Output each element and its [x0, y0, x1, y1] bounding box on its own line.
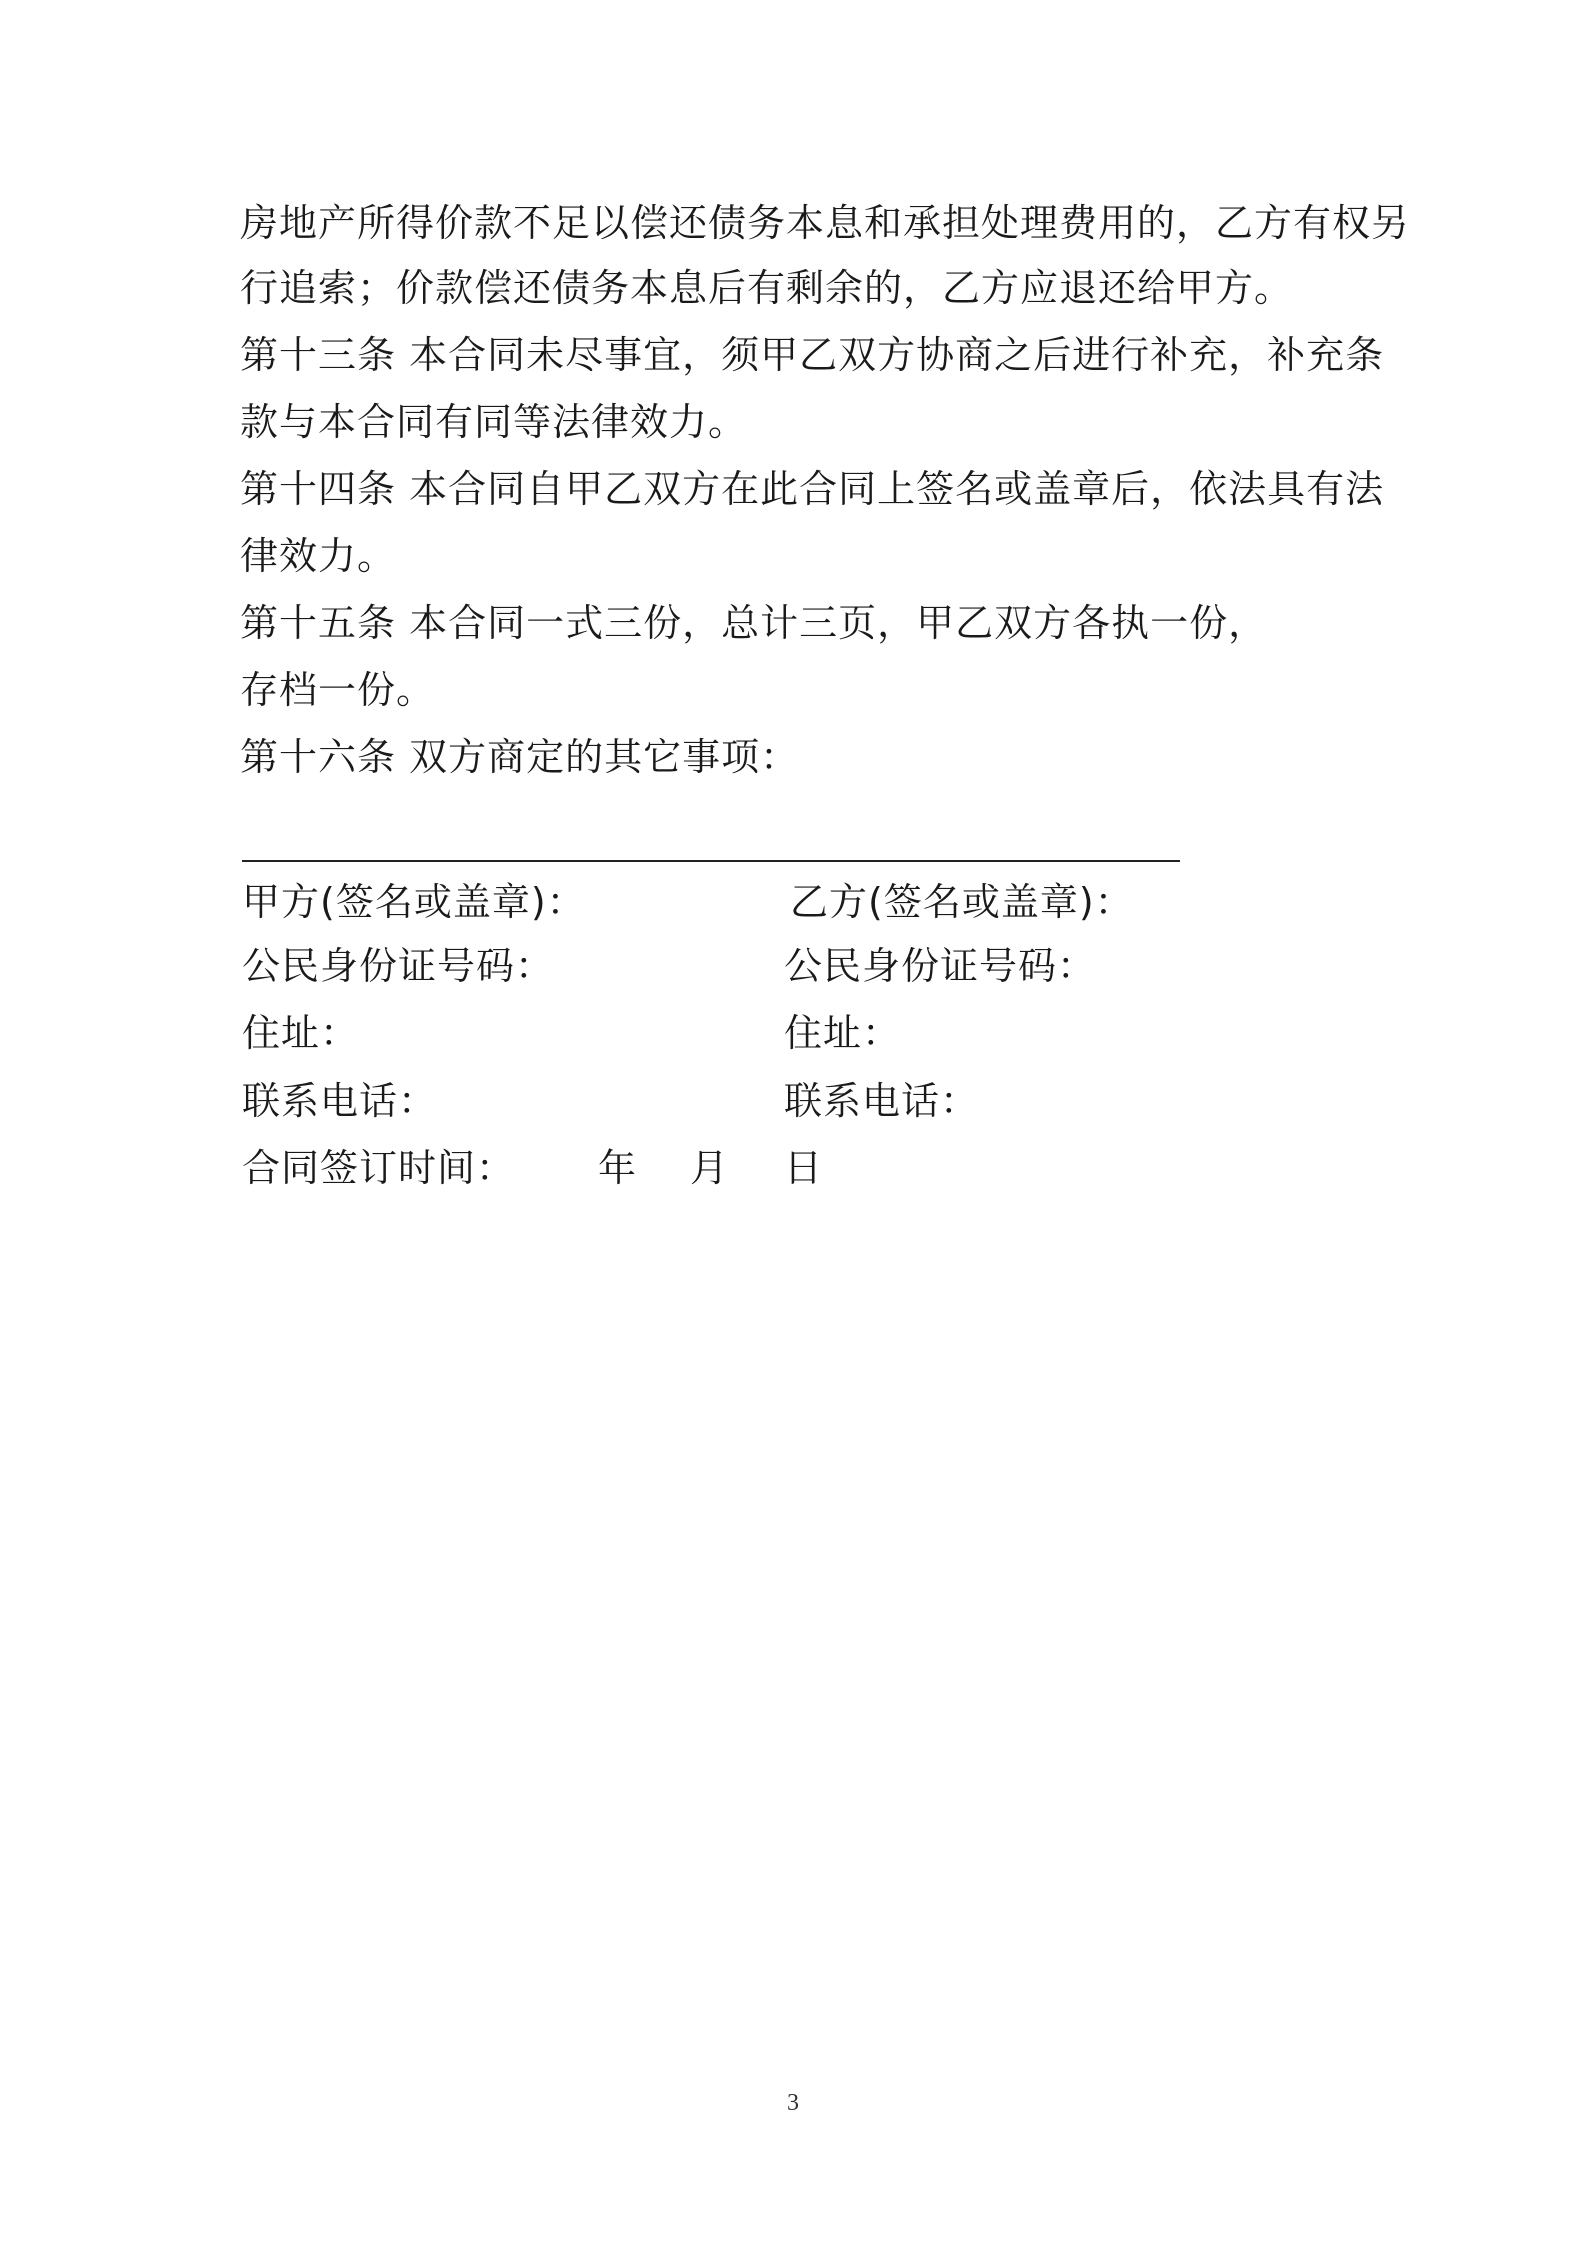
article-14-line-1: 第十四条 本合同自甲乙双方在此合同上签名或盖章后，依法具有法 — [240, 467, 1385, 511]
party-a-id-label: 公民身份证号码： — [242, 944, 555, 988]
article-15-line-2: 存档一份。 — [240, 668, 436, 712]
party-b-id-label: 公民身份证号码： — [784, 944, 1097, 988]
party-a-signature-label: 甲方(签名或盖章)： — [242, 880, 586, 924]
sign-date-day: 日 — [784, 1146, 824, 1190]
article-13-line-2: 款与本合同有同等法律效力。 — [240, 400, 748, 444]
body-line-2: 行追索；价款偿还债务本息后有剩余的，乙方应退还给甲方。 — [240, 266, 1294, 310]
sign-date-year: 年 — [598, 1146, 638, 1190]
page-number: 3 — [787, 2090, 799, 2116]
article-15-line-1: 第十五条 本合同一式三份，总计三页，甲乙双方各执一份， — [240, 601, 1268, 645]
other-matters-blank-line — [242, 860, 1180, 862]
party-b-phone-label: 联系电话： — [784, 1079, 980, 1123]
article-16-line: 第十六条 双方商定的其它事项： — [240, 735, 800, 779]
party-b-signature-label: 乙方(签名或盖章)： — [790, 880, 1134, 924]
article-14-line-2: 律效力。 — [240, 534, 397, 578]
party-a-address-label: 住址： — [242, 1011, 360, 1055]
sign-date-label: 合同签订时间： — [242, 1146, 516, 1190]
article-13-line-1: 第十三条 本合同未尽事宜，须甲乙双方协商之后进行补充，补充条 — [240, 333, 1385, 377]
party-b-address-label: 住址： — [784, 1011, 902, 1055]
sign-date-month: 月 — [690, 1146, 730, 1190]
body-line-1: 房地产所得价款不足以偿还债务本息和承担处理费用的，乙方有权另 — [240, 201, 1411, 245]
party-a-phone-label: 联系电话： — [242, 1079, 438, 1123]
